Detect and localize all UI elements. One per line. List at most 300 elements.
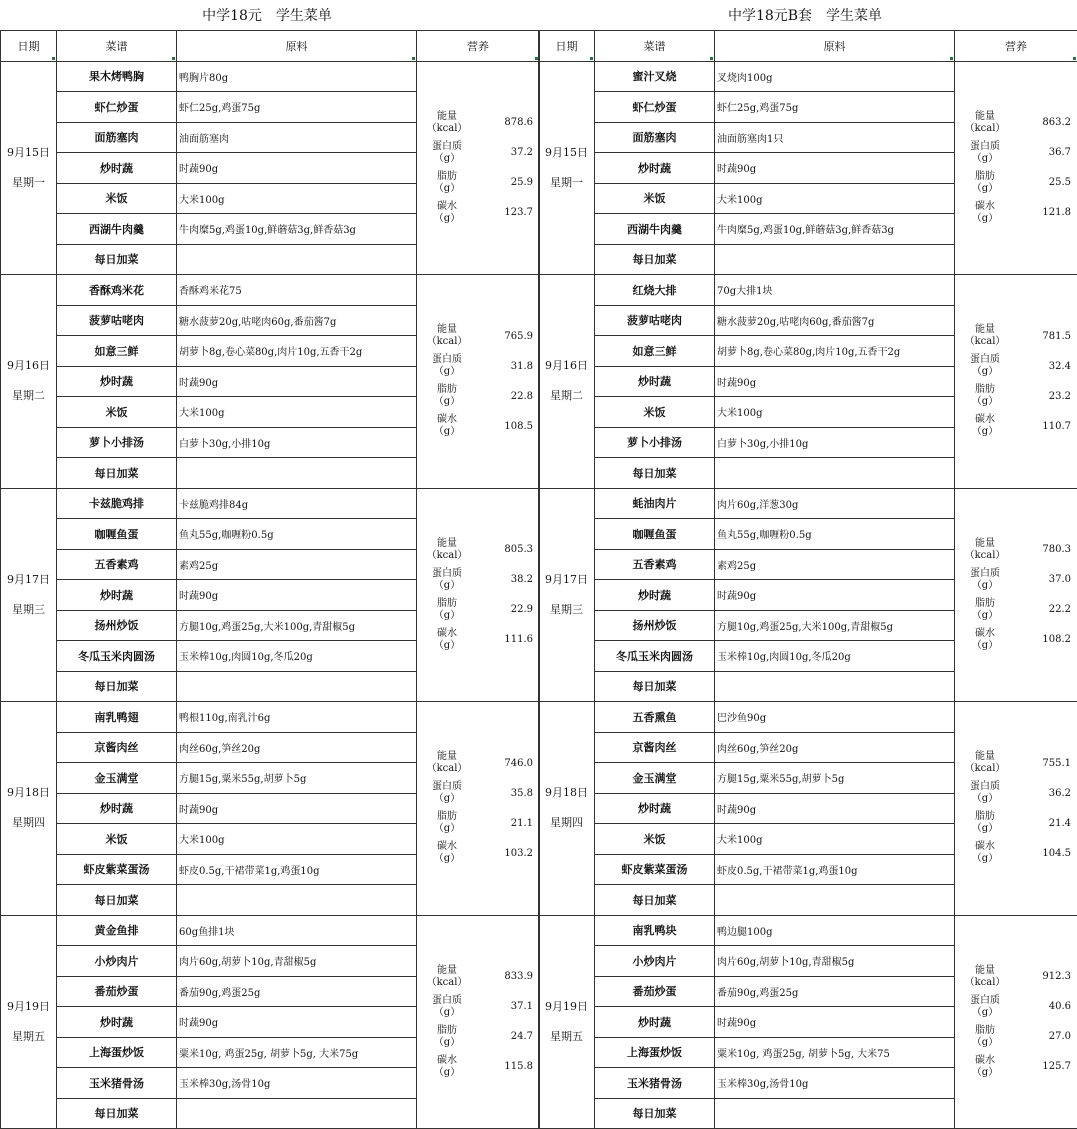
date-cell	[539, 61, 595, 275]
nutrition-row	[955, 962, 1077, 992]
dish-name: 炒时蔬	[595, 580, 715, 611]
date-label: 9月18日	[539, 778, 594, 808]
dish-name: 番茄炒蛋	[595, 976, 715, 1007]
ingredient-text	[715, 671, 955, 702]
nutrition-label	[417, 1022, 477, 1052]
dish-name: 面筋塞肉	[595, 122, 715, 153]
nutrition-value: 108.5	[477, 411, 539, 441]
nutrition-row	[417, 1022, 539, 1052]
nutrition-table	[417, 535, 539, 655]
nutrient-name: 脂肪	[417, 384, 477, 396]
nutrition-row	[955, 138, 1077, 168]
nutrition-row	[955, 351, 1077, 381]
nutrition-label	[955, 1022, 1015, 1052]
nutrition-label	[955, 748, 1015, 778]
nutrition-label	[955, 108, 1015, 138]
ingredient-text: 鱼丸55g,咖喱粉0.5g	[177, 519, 417, 550]
dish-name: 金玉满堂	[595, 763, 715, 794]
nutrition-table	[417, 748, 539, 868]
dish-name: 米饭	[57, 824, 177, 855]
nutrient-name: 脂肪	[417, 811, 477, 823]
nutrition-row	[417, 838, 539, 868]
nutrition-value: 833.9	[477, 962, 539, 992]
ingredient-text: 白萝卜30g,小排10g	[715, 427, 955, 458]
nutrition-row	[955, 748, 1077, 778]
nutrition-row	[955, 321, 1077, 351]
table-row	[1, 915, 540, 946]
ingredient-text	[715, 885, 955, 916]
nutrition-row	[417, 808, 539, 838]
nutrient-unit: （g）	[417, 426, 477, 438]
dish-name: 萝卜小排汤	[57, 427, 177, 458]
nutrition-label	[955, 381, 1015, 411]
dish-name: 每日加菜	[595, 671, 715, 702]
nutrient-name: 脂肪	[955, 1025, 1015, 1037]
nutrient-unit: （kcal）	[955, 550, 1015, 562]
dish-name: 菠萝咕咾肉	[595, 305, 715, 336]
ingredient-text: 粟米10g, 鸡蛋25g, 胡萝卜5g, 大米75	[715, 1037, 955, 1068]
nutrition-row	[955, 198, 1077, 228]
nutrition-row	[417, 108, 539, 138]
dish-name: 虾仁炒蛋	[595, 92, 715, 123]
nutrition-row	[417, 351, 539, 381]
nutrient-unit: （g）	[417, 213, 477, 225]
table-row	[1, 702, 540, 733]
nutrient-name: 能量	[955, 751, 1015, 763]
weekday-label: 星期二	[539, 381, 594, 411]
nutrient-unit: （g）	[955, 183, 1015, 195]
nutrition-label	[417, 411, 477, 441]
header-label: 日期	[18, 40, 40, 53]
dish-name: 京酱肉丝	[595, 732, 715, 763]
nutrition-label	[417, 838, 477, 868]
col-header-date[interactable]	[539, 30, 595, 61]
nutrient-name: 蛋白质	[417, 995, 477, 1007]
ingredient-text: 虾仁25g,鸡蛋75g	[715, 92, 955, 123]
nutrition-label	[955, 411, 1015, 441]
col-header-date[interactable]	[1, 30, 57, 61]
nutrition-value: 25.5	[1015, 168, 1077, 198]
nutrition-value: 24.7	[477, 1022, 539, 1052]
filter-dropdown-icon[interactable]	[172, 57, 175, 60]
ingredient-text: 60g鱼排1块	[177, 915, 417, 946]
ingredient-text: 大米100g	[715, 824, 955, 855]
header-row	[539, 30, 1077, 61]
nutrition-label	[417, 198, 477, 228]
title-row	[1, 0, 540, 30]
dish-name: 蚝油肉片	[595, 488, 715, 519]
nutrient-name: 脂肪	[417, 171, 477, 183]
col-header-dish[interactable]	[57, 30, 177, 61]
nutrition-row	[417, 565, 539, 595]
nutrition-row	[417, 168, 539, 198]
ingredient-text: 方腿15g,粟米55g,胡萝卜5g	[177, 763, 417, 794]
ingredient-text: 70g大排1块	[715, 275, 955, 306]
weekday-label: 星期五	[539, 1022, 594, 1052]
weekday-label: 星期四	[539, 808, 594, 838]
nutrition-cell	[955, 61, 1077, 275]
filter-dropdown-icon[interactable]	[950, 57, 953, 60]
ingredient-text	[177, 244, 417, 275]
date-cell	[1, 61, 57, 275]
date-cell	[1, 275, 57, 489]
dish-name: 金玉满堂	[57, 763, 177, 794]
dish-name: 玉米猪骨汤	[57, 1068, 177, 1099]
nutrition-cell	[955, 488, 1077, 702]
nutrient-unit: （g）	[417, 580, 477, 592]
nutrition-cell	[417, 702, 540, 916]
nutrition-table	[955, 108, 1077, 228]
ingredient-text: 糖水菠萝20g,咕咾肉60g,番茄酱7g	[715, 305, 955, 336]
nutrition-table	[955, 535, 1077, 655]
header-row	[1, 30, 540, 61]
nutrient-name: 能量	[417, 965, 477, 977]
nutrition-value: 123.7	[477, 198, 539, 228]
nutrient-name: 蛋白质	[417, 354, 477, 366]
nutrient-unit: （g）	[417, 396, 477, 408]
nutrition-value: 37.1	[477, 992, 539, 1022]
filter-dropdown-icon[interactable]	[52, 57, 55, 60]
nutrition-cell	[417, 488, 540, 702]
nutrition-row	[417, 535, 539, 565]
weekday-label: 星期二	[1, 381, 56, 411]
nutrient-unit: （g）	[417, 1007, 477, 1019]
ingredient-text: 卡兹脆鸡排84g	[177, 488, 417, 519]
nutrient-unit: （g）	[955, 853, 1015, 865]
dish-name: 炒时蔬	[57, 366, 177, 397]
ingredient-text: 番茄90g,鸡蛋25g	[715, 976, 955, 1007]
table-row	[539, 702, 1077, 733]
filter-dropdown-icon[interactable]	[590, 57, 593, 60]
nutrient-unit: （g）	[417, 823, 477, 835]
table-row	[1, 488, 540, 519]
nutrition-label	[417, 565, 477, 595]
dish-name: 小炒肉片	[595, 946, 715, 977]
ingredient-text: 玉米棒30g,汤骨10g	[177, 1068, 417, 1099]
nutrient-unit: （g）	[955, 793, 1015, 805]
ingredient-text: 鸭根110g,南乳汁6g	[177, 702, 417, 733]
nutrition-row	[417, 198, 539, 228]
nutrient-unit: （g）	[417, 153, 477, 165]
ingredient-text: 虾仁25g,鸡蛋75g	[177, 92, 417, 123]
nutrient-unit: （g）	[955, 1037, 1015, 1049]
date-cell	[539, 275, 595, 489]
nutrient-unit: （kcal）	[955, 763, 1015, 775]
filter-dropdown-icon[interactable]	[710, 57, 713, 60]
dish-name: 南乳鸭翅	[57, 702, 177, 733]
dish-name: 小炒肉片	[57, 946, 177, 977]
nutrition-value: 37.2	[477, 138, 539, 168]
ingredient-text: 虾皮0.5g,干裙带菜1g,鸡蛋10g	[715, 854, 955, 885]
nutrition-value: 22.2	[1015, 595, 1077, 625]
ingredient-text: 时蔬90g	[177, 366, 417, 397]
dish-name: 炒时蔬	[595, 153, 715, 184]
dish-name: 南乳鸭块	[595, 915, 715, 946]
date-label: 9月17日	[1, 565, 56, 595]
nutrition-label	[955, 595, 1015, 625]
nutrition-label	[955, 198, 1015, 228]
dish-name: 每日加菜	[595, 885, 715, 916]
nutrient-unit: （g）	[417, 366, 477, 378]
nutrient-name: 能量	[417, 751, 477, 763]
nutrition-row	[955, 381, 1077, 411]
nutrient-unit: （kcal）	[417, 336, 477, 348]
nutrition-value: 35.8	[477, 778, 539, 808]
nutrition-label	[955, 138, 1015, 168]
header-label: 营养	[467, 40, 489, 53]
nutrient-unit: （kcal）	[955, 336, 1015, 348]
dish-name: 菠萝咕咾肉	[57, 305, 177, 336]
ingredient-text: 油面筋塞肉1只	[715, 122, 955, 153]
nutrition-value: 31.8	[477, 351, 539, 381]
nutrient-unit: （g）	[955, 610, 1015, 622]
dish-name: 每日加菜	[595, 458, 715, 489]
dish-name: 西湖牛肉羹	[595, 214, 715, 245]
dish-name: 炒时蔬	[57, 793, 177, 824]
nutrition-row	[955, 1052, 1077, 1082]
nutrient-name: 能量	[955, 965, 1015, 977]
nutrient-name: 碳水	[417, 841, 477, 853]
ingredient-text: 香酥鸡米花75	[177, 275, 417, 306]
nutrition-table	[955, 962, 1077, 1082]
nutrition-label	[955, 778, 1015, 808]
nutrient-unit: （kcal）	[955, 977, 1015, 989]
ingredient-text: 时蔬90g	[715, 153, 955, 184]
nutrition-cell	[955, 275, 1077, 489]
nutrition-value: 111.6	[477, 625, 539, 655]
nutrient-name: 碳水	[417, 201, 477, 213]
dish-name: 米饭	[595, 183, 715, 214]
dish-name: 米饭	[595, 824, 715, 855]
nutrient-unit: （g）	[417, 610, 477, 622]
dish-name: 冬瓜玉米肉圆汤	[57, 641, 177, 672]
dish-name: 上海蛋炒饭	[57, 1037, 177, 1068]
nutrient-unit: （g）	[955, 1007, 1015, 1019]
ingredient-text	[177, 458, 417, 489]
nutrition-value: 878.6	[477, 108, 539, 138]
nutrition-label	[417, 535, 477, 565]
nutrition-row	[955, 625, 1077, 655]
date-label: 9月19日	[1, 992, 56, 1022]
ingredient-text: 牛肉糜5g,鸡蛋10g,鲜蘑菇3g,鲜香菇3g	[177, 214, 417, 245]
dish-name: 玉米猪骨汤	[595, 1068, 715, 1099]
nutrition-value: 863.2	[1015, 108, 1077, 138]
header-label: 原料	[824, 40, 846, 53]
table-row	[539, 915, 1077, 946]
ingredient-text: 胡萝卜8g,卷心菜80g,肉片10g,五香干2g	[715, 336, 955, 367]
nutrition-row	[955, 808, 1077, 838]
ingredient-text: 玉米棒10g,肉圆10g,冬瓜20g	[715, 641, 955, 672]
filter-dropdown-icon[interactable]	[1073, 57, 1076, 60]
nutrient-unit: （g）	[417, 793, 477, 805]
nutrition-value: 32.4	[1015, 351, 1077, 381]
col-header-nutrition[interactable]	[417, 30, 540, 61]
nutrition-cell	[955, 702, 1077, 916]
ingredient-text: 鸭胸片80g	[177, 61, 417, 92]
nutrition-row	[955, 411, 1077, 441]
date-label: 9月15日	[539, 138, 594, 168]
dish-name: 上海蛋炒饭	[595, 1037, 715, 1068]
nutrition-label	[417, 962, 477, 992]
ingredient-text	[715, 244, 955, 275]
nutrition-label	[955, 992, 1015, 1022]
ingredient-text: 鱼丸55g,咖喱粉0.5g	[715, 519, 955, 550]
nutrition-value: 22.9	[477, 595, 539, 625]
date-cell	[539, 702, 595, 916]
menu-table-b	[538, 0, 1077, 1129]
nutrient-name: 碳水	[955, 628, 1015, 640]
ingredient-text	[177, 1098, 417, 1129]
dish-name: 每日加菜	[57, 458, 177, 489]
ingredient-text: 玉米棒10g,肉圆10g,冬瓜20g	[177, 641, 417, 672]
nutrient-unit: （g）	[417, 853, 477, 865]
dish-name: 米饭	[595, 397, 715, 428]
nutrition-label	[417, 992, 477, 1022]
weekday-label: 星期三	[1, 595, 56, 625]
dish-name: 米饭	[57, 397, 177, 428]
nutrient-name: 能量	[955, 538, 1015, 550]
nutrition-row	[955, 595, 1077, 625]
nutrition-row	[417, 138, 539, 168]
dish-name: 炒时蔬	[595, 793, 715, 824]
nutrition-table	[955, 321, 1077, 441]
dish-name: 卡兹脆鸡排	[57, 488, 177, 519]
weekday-label: 星期一	[1, 168, 56, 198]
dish-name: 扬州炒饭	[57, 610, 177, 641]
nutrient-name: 蛋白质	[955, 568, 1015, 580]
ingredient-text: 时蔬90g	[177, 153, 417, 184]
col-header-dish[interactable]	[595, 30, 715, 61]
col-header-ingredient[interactable]	[177, 30, 417, 61]
nutrition-label	[955, 808, 1015, 838]
ingredient-text: 时蔬90g	[177, 580, 417, 611]
nutrition-label	[417, 748, 477, 778]
dish-name: 虾皮紫菜蛋汤	[595, 854, 715, 885]
nutrient-unit: （g）	[955, 823, 1015, 835]
ingredient-text: 大米100g	[177, 824, 417, 855]
nutrition-row	[417, 1052, 539, 1082]
ingredient-text	[177, 885, 417, 916]
nutrient-unit: （g）	[417, 183, 477, 195]
menu-title: 中学18元 学生菜单	[57, 0, 478, 30]
ingredient-text: 鸭边腿100g	[715, 915, 955, 946]
nutrition-row	[417, 778, 539, 808]
ingredient-text: 时蔬90g	[715, 1007, 955, 1038]
table-row	[1, 275, 540, 306]
ingredient-text: 肉片60g,胡萝卜10g,青甜椒5g	[715, 946, 955, 977]
nutrient-name: 能量	[955, 111, 1015, 123]
dish-name: 香酥鸡米花	[57, 275, 177, 306]
ingredient-text: 大米100g	[715, 397, 955, 428]
nutrition-label	[417, 808, 477, 838]
ingredient-text: 肉丝60g,笋丝20g	[715, 732, 955, 763]
nutrition-cell	[417, 915, 540, 1129]
table-row	[539, 488, 1077, 519]
filter-dropdown-icon[interactable]	[412, 57, 415, 60]
nutrient-name: 能量	[417, 111, 477, 123]
nutrition-cell	[955, 915, 1077, 1129]
nutrient-name: 蛋白质	[955, 141, 1015, 153]
weekday-label: 星期四	[1, 808, 56, 838]
nutrient-name: 蛋白质	[955, 354, 1015, 366]
nutrition-value: 121.8	[1015, 198, 1077, 228]
nutrition-table	[955, 748, 1077, 868]
ingredient-text	[715, 1098, 955, 1129]
nutrition-row	[417, 381, 539, 411]
nutrition-value: 115.8	[477, 1052, 539, 1082]
dish-name: 西湖牛肉羹	[57, 214, 177, 245]
dish-name: 面筋塞肉	[57, 122, 177, 153]
header-label: 菜谱	[644, 40, 666, 53]
ingredient-text: 肉片60g,胡萝卜10g,青甜椒5g	[177, 946, 417, 977]
dish-name: 每日加菜	[595, 244, 715, 275]
weekday-label: 星期一	[539, 168, 594, 198]
date-cell	[1, 702, 57, 916]
nutrition-label	[417, 595, 477, 625]
dish-name: 米饭	[57, 183, 177, 214]
nutrient-name: 脂肪	[417, 1025, 477, 1037]
nutrition-value: 755.1	[1015, 748, 1077, 778]
nutrition-value: 38.2	[477, 565, 539, 595]
date-label: 9月17日	[539, 565, 594, 595]
nutrient-unit: （kcal）	[417, 977, 477, 989]
dish-name: 如意三鲜	[57, 336, 177, 367]
nutrition-label	[417, 138, 477, 168]
nutrient-name: 蛋白质	[417, 141, 477, 153]
ingredient-text: 时蔬90g	[715, 793, 955, 824]
nutrient-name: 能量	[417, 324, 477, 336]
ingredient-text: 大米100g	[177, 397, 417, 428]
nutrition-value: 125.7	[1015, 1052, 1077, 1082]
col-header-nutrition[interactable]	[955, 30, 1077, 61]
nutrient-unit: （g）	[955, 213, 1015, 225]
table-row	[539, 61, 1077, 92]
ingredient-text: 玉米棒30g,汤骨10g	[715, 1068, 955, 1099]
nutrition-table	[417, 108, 539, 228]
nutrition-value: 40.6	[1015, 992, 1077, 1022]
nutrition-row	[955, 168, 1077, 198]
nutrient-name: 碳水	[417, 414, 477, 426]
header-label: 日期	[556, 40, 578, 53]
nutrition-label	[955, 535, 1015, 565]
nutrition-label	[417, 778, 477, 808]
nutrition-value: 805.3	[477, 535, 539, 565]
nutrient-name: 碳水	[417, 628, 477, 640]
nutrition-label	[955, 962, 1015, 992]
dish-name: 每日加菜	[57, 244, 177, 275]
title-row	[539, 0, 1077, 30]
nutrition-value: 36.2	[1015, 778, 1077, 808]
date-label: 9月19日	[539, 992, 594, 1022]
date-label: 9月16日	[539, 351, 594, 381]
nutrition-value: 21.4	[1015, 808, 1077, 838]
ingredient-text: 方腿15g,粟米55g,胡萝卜5g	[715, 763, 955, 794]
date-cell	[539, 488, 595, 702]
dish-name: 炒时蔬	[57, 580, 177, 611]
date-cell	[539, 915, 595, 1129]
ingredient-text: 番茄90g,鸡蛋25g	[177, 976, 417, 1007]
nutrition-row	[417, 595, 539, 625]
nutrition-value: 36.7	[1015, 138, 1077, 168]
nutrition-label	[955, 625, 1015, 655]
dish-name: 炒时蔬	[595, 1007, 715, 1038]
nutrient-unit: （g）	[955, 366, 1015, 378]
col-header-ingredient[interactable]	[715, 30, 955, 61]
weekday-label: 星期三	[539, 595, 594, 625]
nutrition-label	[417, 381, 477, 411]
table-row	[1, 61, 540, 92]
nutrient-name: 蛋白质	[955, 781, 1015, 793]
